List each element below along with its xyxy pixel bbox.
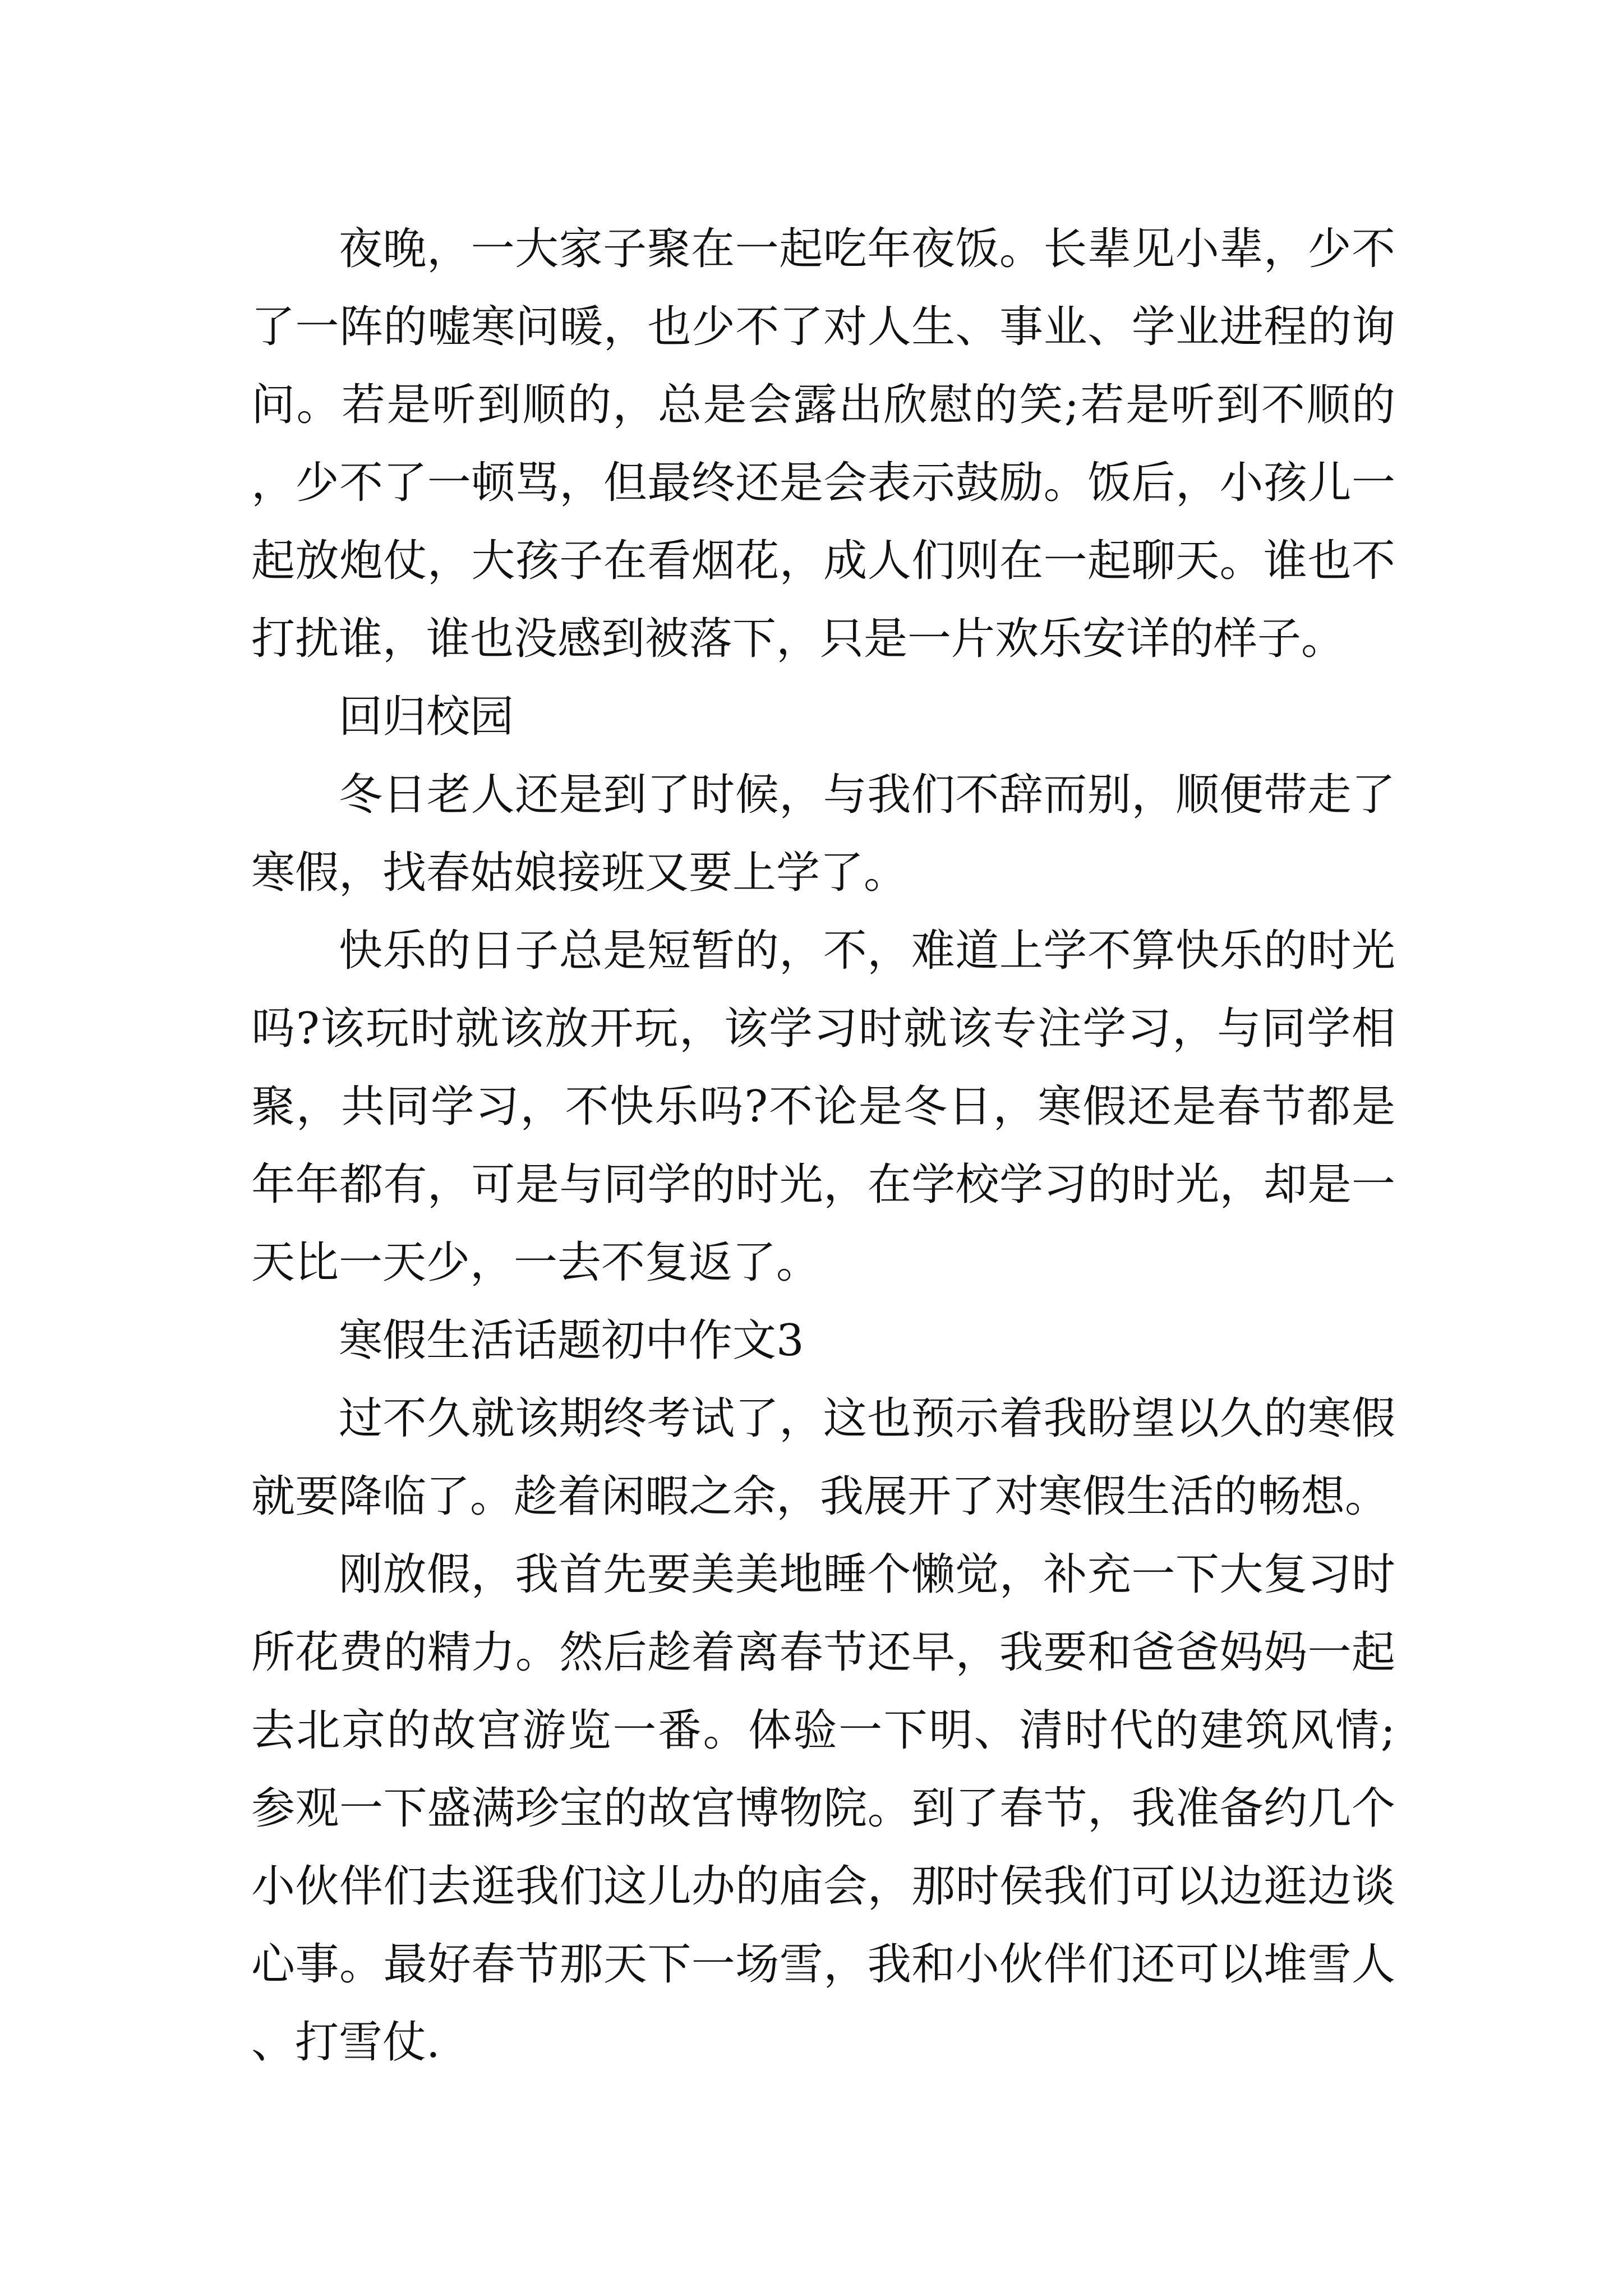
paragraph-happy-days: 快乐的日子总是短暂的，不，难道上学不算快乐的时光吗?该玩时就该放开玩，该学习时就该专注学习，与同学相聚，共同学习，不快乐吗?不论是冬日，寒假还是春节都是年年都有，可是与同学的时光，在学校学习的时光，却是一天比一天少，一去不复返了。 <box>251 926 1395 1288</box>
essay-title-3: 寒假生活话题初中作文3 <box>339 1315 804 1366</box>
document-body <box>251 210 1395 2082</box>
paragraph-new-year-dinner: 夜晚，一大家子聚在一起吃年夜饭。长辈见小辈，少不了一阵的嘘寒问暖，也少不了对人生、事业、学业进程的询问。若是听到顺的，总是会露出欣慰的笑;若是听到不顺的，少不了一顿骂，但最终还是会表示鼓励。饭后，小孩儿一起放炮仗，大孩子在看烟花，成人们则在一起聊天。谁也不打扰谁，谁也没感到被落下，只是一片欢乐安详的样子。 <box>251 224 1395 664</box>
paragraph-exam-soon: 过不久就该期终考试了，这也预示着我盼望以久的寒假就要降临了。趁着闲暇之余，我展开了对寒假生活的畅想。 <box>251 1393 1395 1522</box>
section-heading-back-to-school: 回归校园 <box>339 692 514 742</box>
paragraph-winter-ends: 冬日老人还是到了时候，与我们不辞而别，顺便带走了寒假，找春姑娘接班又要上学了。 <box>251 770 1395 898</box>
paragraph-vacation-plans: 刚放假，我首先要美美地睡个懒觉，补充一下大复习时所花费的精力。然后趁着离春节还早，我要和爸爸妈妈一起去北京的故宫游览一番。体验一下明、清时代的建筑风情;参观一下盛满珍宝的故宫博物院。到了春节，我准备约几个小伙伴们去逛我们这儿办的庙会，那时侯我们可以边逛边谈心事。最好春节那天下一场雪，我和小伙伴们还可以堆雪人、打雪仗. <box>251 1549 1395 2068</box>
